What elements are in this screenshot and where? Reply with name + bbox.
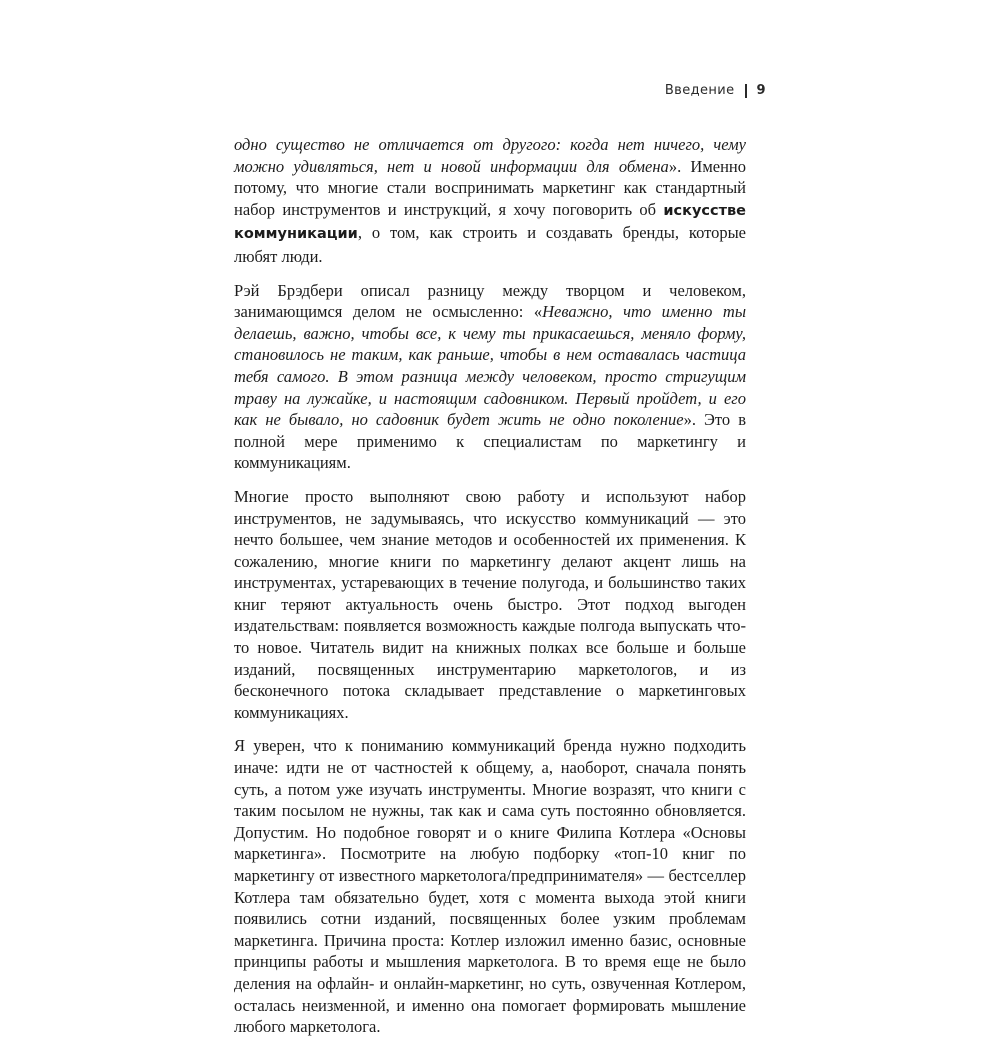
paragraph-2 xyxy=(234,280,746,474)
paragraph-4: Я уверен, что к пониманию коммуникаций бренда нужно подходить иначе: идти не от частностей к общему, а, наоборот, сначала понять суть, а потом уже изучать инструменты. Многие возразят, что книги с таким посылом не нужны, так как и сама суть постоянно обновляется. Допустим. Но подобное говорят и о книге Филипа Котлера «Основы маркетинга». Посмотрите на любую подборку «топ-10 книг по маркетингу от известного маркетолога/предпринимателя» — бестселлер Котлера там обязательно будет, хотя с момента выхода этой книги появились сотни изданий, посвященных более узким проблемам маркетинга. Причина проста: Котлер изложил именно базис, основные принципы работы и мышления маркетолога. В то время еще не было деления на офлайн- и онлайн-маркетинг, но суть, озвученная Котлером, осталась неизменной, и именно она помогает формировать мышление любого маркетолога. xyxy=(234,736,746,1037)
bradbury-quote: Неважно, что именно ты делаешь, важно, чтобы все, к чему ты прикасаешься, меняло форму, становилось не таким, как раньше, чтобы в нем оставалась частица тебя самого. В этом разница между человеком, просто стригущим траву на лужайке, и настоящим садовником. Первый пройдет, и его как не бывало, но садовник будет жить не одно поколение xyxy=(234,302,746,430)
header-separator xyxy=(745,84,747,98)
page-number: 9 xyxy=(756,83,766,98)
paragraph-2-text-a: Рэй Брэдбери описал разницу между творцом и человеком, занимающимся делом не осмысленно: « xyxy=(234,280,746,322)
quote-continuation: одно существо не отличается от другого: когда нет ничего, чему можно удивляться, нет и новой информации для обмена xyxy=(234,135,746,176)
paragraph-1 xyxy=(234,134,746,268)
bold-term: искусстве коммуникации xyxy=(234,202,746,243)
paragraph-2-text-b: ». Это в полной мере применимо к специалистам по маркетингу и коммуникациям. xyxy=(234,410,746,473)
running-header xyxy=(665,83,766,98)
body-text xyxy=(234,134,746,1038)
paragraph-3: Многие просто выполняют свою работу и используют набор инструментов, не задумываясь, что искусство коммуникаций — это нечто большее, чем знание методов и особенностей их применения. К сожалению, многие книги по маркетингу делают акцент лишь на инструментах, устаревающих в течение полугода, и большинство таких книг теряют актуальность очень быстро. Этот подход выгоден издательствам: появляется возможность каждые полгода выпускать что-то новое. Читатель видит на книжных полках все больше и больше изданий, посвященных инструментарию маркетологов, и из бесконечного потока складывает представление о маркетинговых коммуникациях. xyxy=(234,486,746,722)
section-title: Введение xyxy=(664,83,735,98)
paragraph-1-text-b: , о том, как строить и создавать бренды, которые любят люди. xyxy=(234,223,746,266)
quote-close: ». xyxy=(668,156,691,176)
paragraph-1-text-a: Именно потому, что многие стали воспринимать маркетинг как стандартный набор инструментов и инструкций, я хочу поговорить об xyxy=(234,156,746,219)
